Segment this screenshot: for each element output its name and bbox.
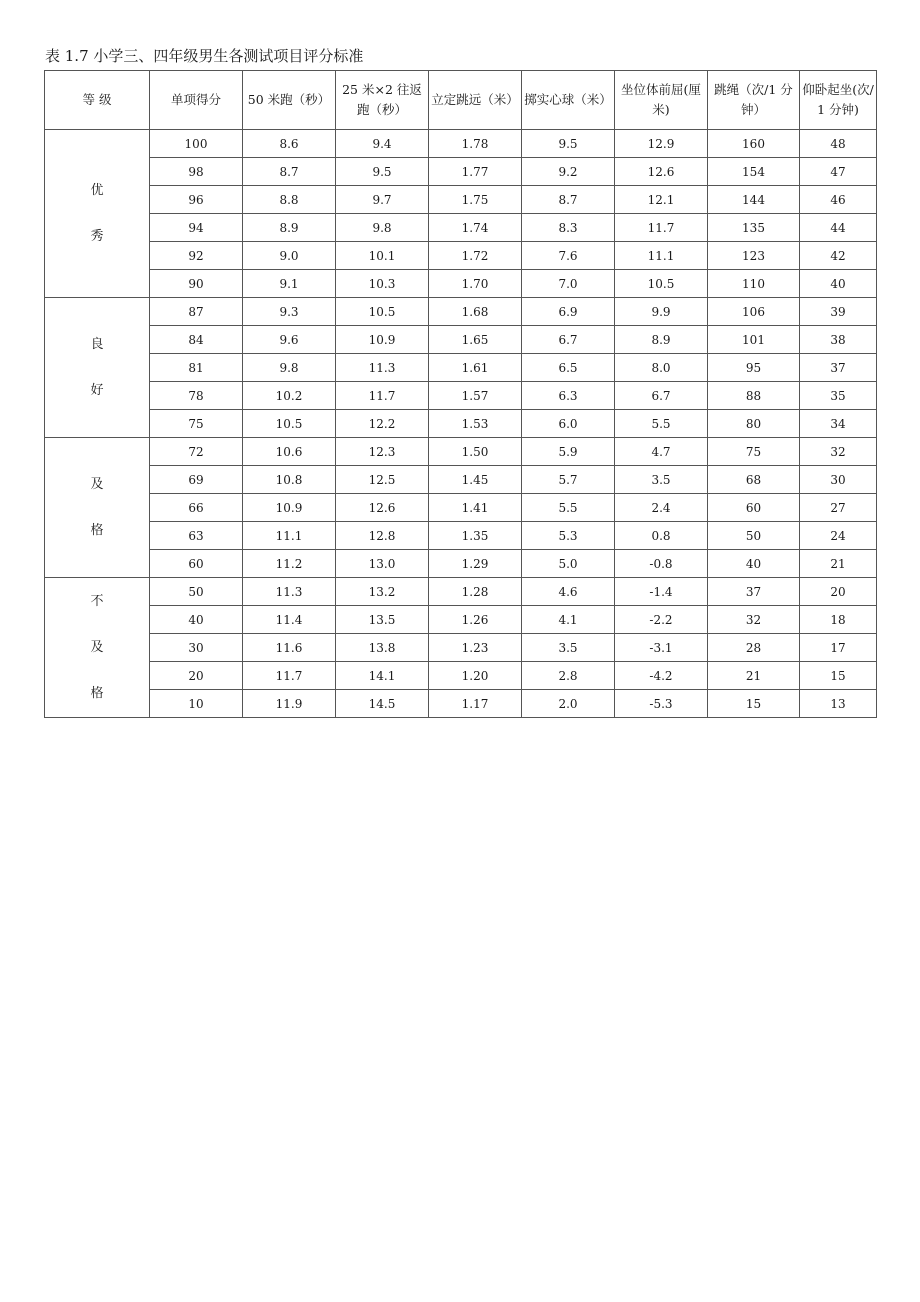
cell-rope-skipping: 110 (708, 270, 800, 298)
cell-sit-and-reach: 8.0 (615, 354, 708, 382)
grade-label (45, 322, 149, 414)
cell-sit-and-reach: 0.8 (615, 522, 708, 550)
table-row (45, 186, 877, 214)
cell-medicine-ball-throw: 6.3 (522, 382, 615, 410)
cell-sit-ups: 40 (800, 270, 877, 298)
cell-standing-long-jump: 1.20 (429, 662, 522, 690)
cell-score: 98 (150, 158, 243, 186)
cell-standing-long-jump: 1.53 (429, 410, 522, 438)
cell-50m-run: 11.7 (243, 662, 336, 690)
cell-sit-ups: 30 (800, 466, 877, 494)
cell-sit-ups: 17 (800, 634, 877, 662)
cell-50m-run: 10.2 (243, 382, 336, 410)
cell-50m-run: 8.6 (243, 130, 336, 158)
cell-score: 20 (150, 662, 243, 690)
scoring-standard-table (44, 70, 877, 718)
table-row (45, 354, 877, 382)
table-row (45, 634, 877, 662)
cell-standing-long-jump: 1.74 (429, 214, 522, 242)
cell-rope-skipping: 95 (708, 354, 800, 382)
cell-sit-ups: 27 (800, 494, 877, 522)
grade-char: 好 (90, 382, 104, 398)
cell-rope-skipping: 106 (708, 298, 800, 326)
cell-50m-run: 11.6 (243, 634, 336, 662)
cell-standing-long-jump: 1.50 (429, 438, 522, 466)
cell-score: 75 (150, 410, 243, 438)
cell-rope-skipping: 21 (708, 662, 800, 690)
cell-sit-ups: 38 (800, 326, 877, 354)
cell-50m-run: 11.4 (243, 606, 336, 634)
cell-shuttle-run: 13.8 (336, 634, 429, 662)
cell-standing-long-jump: 1.75 (429, 186, 522, 214)
cell-score: 78 (150, 382, 243, 410)
cell-standing-long-jump: 1.28 (429, 578, 522, 606)
cell-standing-long-jump: 1.78 (429, 130, 522, 158)
cell-shuttle-run: 13.2 (336, 578, 429, 606)
cell-sit-and-reach: 12.6 (615, 158, 708, 186)
grade-cell (45, 130, 150, 298)
header-standing-long-jump: 立定跳远（米） (429, 71, 522, 130)
cell-50m-run: 10.6 (243, 438, 336, 466)
cell-medicine-ball-throw: 2.8 (522, 662, 615, 690)
cell-standing-long-jump: 1.70 (429, 270, 522, 298)
table-row (45, 382, 877, 410)
cell-medicine-ball-throw: 8.3 (522, 214, 615, 242)
cell-rope-skipping: 68 (708, 466, 800, 494)
cell-shuttle-run: 10.3 (336, 270, 429, 298)
cell-sit-and-reach: 8.9 (615, 326, 708, 354)
cell-50m-run: 8.8 (243, 186, 336, 214)
cell-score: 60 (150, 550, 243, 578)
table-row (45, 410, 877, 438)
cell-sit-and-reach: 12.9 (615, 130, 708, 158)
cell-standing-long-jump: 1.41 (429, 494, 522, 522)
cell-score: 94 (150, 214, 243, 242)
cell-sit-and-reach: -4.2 (615, 662, 708, 690)
cell-medicine-ball-throw: 5.5 (522, 494, 615, 522)
cell-score: 72 (150, 438, 243, 466)
cell-rope-skipping: 40 (708, 550, 800, 578)
cell-score: 96 (150, 186, 243, 214)
cell-standing-long-jump: 1.68 (429, 298, 522, 326)
cell-sit-and-reach: -1.4 (615, 578, 708, 606)
cell-medicine-ball-throw: 2.0 (522, 690, 615, 718)
cell-score: 30 (150, 634, 243, 662)
cell-50m-run: 11.9 (243, 690, 336, 718)
header-score: 单项得分 (150, 71, 243, 130)
cell-sit-and-reach: 11.7 (615, 214, 708, 242)
cell-shuttle-run: 11.3 (336, 354, 429, 382)
cell-sit-and-reach: 12.1 (615, 186, 708, 214)
cell-sit-ups: 37 (800, 354, 877, 382)
cell-medicine-ball-throw: 8.7 (522, 186, 615, 214)
cell-medicine-ball-throw: 4.6 (522, 578, 615, 606)
grade-char: 及 (90, 639, 104, 655)
cell-standing-long-jump: 1.72 (429, 242, 522, 270)
cell-sit-ups: 47 (800, 158, 877, 186)
cell-medicine-ball-throw: 7.0 (522, 270, 615, 298)
cell-sit-ups: 15 (800, 662, 877, 690)
cell-sit-and-reach: 3.5 (615, 466, 708, 494)
grade-char: 格 (90, 522, 104, 538)
cell-rope-skipping: 123 (708, 242, 800, 270)
cell-50m-run: 9.8 (243, 354, 336, 382)
cell-sit-and-reach: -2.2 (615, 606, 708, 634)
cell-shuttle-run: 12.2 (336, 410, 429, 438)
cell-sit-and-reach: 5.5 (615, 410, 708, 438)
grade-cell (45, 438, 150, 578)
cell-sit-and-reach: 10.5 (615, 270, 708, 298)
cell-sit-ups: 39 (800, 298, 877, 326)
cell-sit-and-reach: -5.3 (615, 690, 708, 718)
cell-medicine-ball-throw: 5.7 (522, 466, 615, 494)
header-sit-and-reach: 坐位体前屈(厘米) (615, 71, 708, 130)
cell-shuttle-run: 12.6 (336, 494, 429, 522)
cell-sit-and-reach: 11.1 (615, 242, 708, 270)
cell-score: 63 (150, 522, 243, 550)
cell-50m-run: 10.5 (243, 410, 336, 438)
cell-rope-skipping: 37 (708, 578, 800, 606)
grade-cell (45, 578, 150, 718)
table-row (45, 326, 877, 354)
cell-sit-ups: 46 (800, 186, 877, 214)
grade-cell (45, 298, 150, 438)
cell-rope-skipping: 144 (708, 186, 800, 214)
cell-score: 81 (150, 354, 243, 382)
table-row (45, 158, 877, 186)
cell-standing-long-jump: 1.45 (429, 466, 522, 494)
table-row (45, 494, 877, 522)
cell-shuttle-run: 12.8 (336, 522, 429, 550)
cell-medicine-ball-throw: 6.7 (522, 326, 615, 354)
grade-label (45, 579, 149, 717)
cell-shuttle-run: 14.5 (336, 690, 429, 718)
cell-50m-run: 11.3 (243, 578, 336, 606)
cell-standing-long-jump: 1.23 (429, 634, 522, 662)
cell-score: 40 (150, 606, 243, 634)
cell-50m-run: 9.0 (243, 242, 336, 270)
cell-sit-and-reach: -0.8 (615, 550, 708, 578)
cell-rope-skipping: 135 (708, 214, 800, 242)
grade-char: 及 (90, 476, 104, 492)
header-medicine-ball-throw: 掷实心球（米） (522, 71, 615, 130)
cell-medicine-ball-throw: 5.3 (522, 522, 615, 550)
cell-standing-long-jump: 1.29 (429, 550, 522, 578)
cell-medicine-ball-throw: 6.5 (522, 354, 615, 382)
grade-char: 格 (90, 685, 104, 701)
table-row (45, 298, 877, 326)
cell-50m-run: 9.1 (243, 270, 336, 298)
cell-medicine-ball-throw: 5.0 (522, 550, 615, 578)
cell-50m-run: 8.7 (243, 158, 336, 186)
table-row (45, 130, 877, 158)
cell-50m-run: 11.2 (243, 550, 336, 578)
cell-50m-run: 9.6 (243, 326, 336, 354)
cell-shuttle-run: 10.5 (336, 298, 429, 326)
cell-50m-run: 8.9 (243, 214, 336, 242)
table-body (45, 130, 877, 718)
table-row (45, 438, 877, 466)
cell-sit-ups: 35 (800, 382, 877, 410)
cell-standing-long-jump: 1.57 (429, 382, 522, 410)
cell-50m-run: 11.1 (243, 522, 336, 550)
cell-50m-run: 10.9 (243, 494, 336, 522)
grade-char: 不 (90, 593, 104, 609)
cell-sit-ups: 20 (800, 578, 877, 606)
cell-medicine-ball-throw: 7.6 (522, 242, 615, 270)
table-row (45, 550, 877, 578)
cell-shuttle-run: 10.1 (336, 242, 429, 270)
cell-sit-ups: 13 (800, 690, 877, 718)
cell-shuttle-run: 13.0 (336, 550, 429, 578)
cell-sit-ups: 24 (800, 522, 877, 550)
header-grade: 等 级 (45, 71, 150, 130)
header-50m-run: 50 米跑（秒） (243, 71, 336, 130)
cell-score: 69 (150, 466, 243, 494)
grade-char: 优 (90, 182, 104, 198)
cell-medicine-ball-throw: 6.0 (522, 410, 615, 438)
table-title: 表 1.7 小学三、四年级男生各测试项目评分标准 (45, 47, 364, 65)
cell-shuttle-run: 13.5 (336, 606, 429, 634)
cell-score: 87 (150, 298, 243, 326)
cell-rope-skipping: 60 (708, 494, 800, 522)
cell-sit-and-reach: 4.7 (615, 438, 708, 466)
cell-medicine-ball-throw: 5.9 (522, 438, 615, 466)
cell-medicine-ball-throw: 9.2 (522, 158, 615, 186)
cell-score: 90 (150, 270, 243, 298)
header-rope-skipping: 跳绳（次/1 分钟） (708, 71, 800, 130)
cell-rope-skipping: 15 (708, 690, 800, 718)
cell-standing-long-jump: 1.17 (429, 690, 522, 718)
cell-rope-skipping: 28 (708, 634, 800, 662)
cell-rope-skipping: 88 (708, 382, 800, 410)
header-shuttle-run: 25 米×2 往返跑（秒） (336, 71, 429, 130)
cell-shuttle-run: 12.3 (336, 438, 429, 466)
cell-shuttle-run: 12.5 (336, 466, 429, 494)
grade-label (45, 168, 149, 260)
cell-sit-ups: 48 (800, 130, 877, 158)
table-row (45, 606, 877, 634)
grade-label (45, 462, 149, 554)
cell-shuttle-run: 9.7 (336, 186, 429, 214)
table-row (45, 466, 877, 494)
cell-sit-and-reach: 6.7 (615, 382, 708, 410)
cell-rope-skipping: 160 (708, 130, 800, 158)
cell-rope-skipping: 75 (708, 438, 800, 466)
table-row (45, 578, 877, 606)
cell-shuttle-run: 9.8 (336, 214, 429, 242)
cell-sit-ups: 32 (800, 438, 877, 466)
cell-sit-and-reach: 2.4 (615, 494, 708, 522)
cell-rope-skipping: 80 (708, 410, 800, 438)
cell-score: 66 (150, 494, 243, 522)
cell-medicine-ball-throw: 9.5 (522, 130, 615, 158)
header-sit-ups: 仰卧起坐(次/1 分钟) (800, 71, 877, 130)
cell-rope-skipping: 154 (708, 158, 800, 186)
cell-shuttle-run: 10.9 (336, 326, 429, 354)
table-row (45, 522, 877, 550)
cell-rope-skipping: 32 (708, 606, 800, 634)
cell-standing-long-jump: 1.61 (429, 354, 522, 382)
cell-shuttle-run: 9.4 (336, 130, 429, 158)
cell-rope-skipping: 101 (708, 326, 800, 354)
cell-sit-ups: 18 (800, 606, 877, 634)
cell-standing-long-jump: 1.35 (429, 522, 522, 550)
cell-score: 92 (150, 242, 243, 270)
cell-sit-and-reach: 9.9 (615, 298, 708, 326)
grade-char: 良 (90, 336, 104, 352)
table-row (45, 662, 877, 690)
cell-score: 10 (150, 690, 243, 718)
cell-medicine-ball-throw: 4.1 (522, 606, 615, 634)
cell-sit-ups: 42 (800, 242, 877, 270)
grade-char: 秀 (90, 228, 104, 244)
cell-shuttle-run: 9.5 (336, 158, 429, 186)
cell-score: 50 (150, 578, 243, 606)
cell-sit-ups: 21 (800, 550, 877, 578)
cell-sit-and-reach: -3.1 (615, 634, 708, 662)
cell-score: 84 (150, 326, 243, 354)
cell-sit-ups: 44 (800, 214, 877, 242)
cell-50m-run: 9.3 (243, 298, 336, 326)
cell-shuttle-run: 14.1 (336, 662, 429, 690)
cell-medicine-ball-throw: 3.5 (522, 634, 615, 662)
header-row (45, 71, 877, 130)
table-row (45, 242, 877, 270)
cell-50m-run: 10.8 (243, 466, 336, 494)
table-row (45, 214, 877, 242)
cell-rope-skipping: 50 (708, 522, 800, 550)
cell-standing-long-jump: 1.77 (429, 158, 522, 186)
table-row (45, 690, 877, 718)
cell-score: 100 (150, 130, 243, 158)
cell-medicine-ball-throw: 6.9 (522, 298, 615, 326)
cell-standing-long-jump: 1.26 (429, 606, 522, 634)
cell-shuttle-run: 11.7 (336, 382, 429, 410)
cell-standing-long-jump: 1.65 (429, 326, 522, 354)
cell-sit-ups: 34 (800, 410, 877, 438)
table-row (45, 270, 877, 298)
